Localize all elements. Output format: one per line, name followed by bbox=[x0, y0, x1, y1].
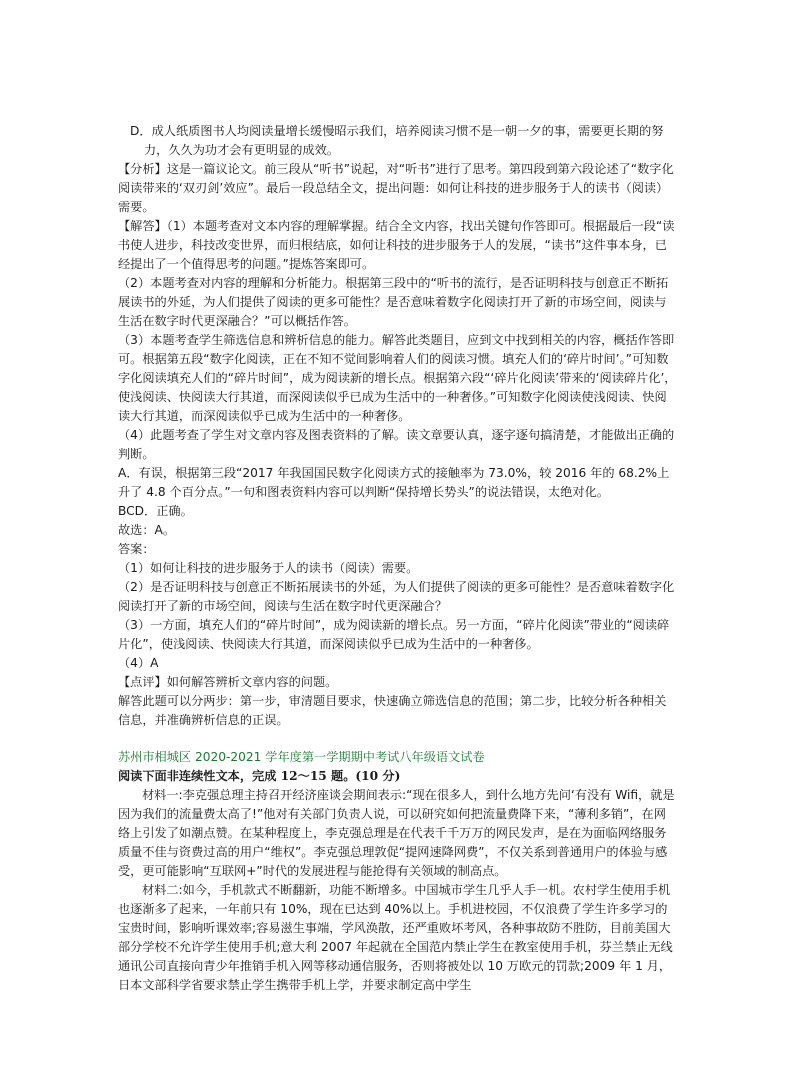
answer-part-1: 【解答】（1）本题考查对文本内容的理解掌握。结合全文内容，找出关键句作答即可。根据最后一段“读书使人进步，科技改变世界，而归根结底，如何让科技的进步服务于人的发展，“读书”这件事本身，已经提出了一个值得思考的问题。”提炼答案即可。 bbox=[118, 219, 675, 271]
option-d: D．成人纸质图书人均阅读量增长缓慢昭示我们，培养阅读习惯不是一朝一夕的事，需要更长期的努力，久久为功才会有更明显的成效。 bbox=[130, 124, 664, 157]
answer-part-3: （3）本题考查学生筛选信息和辨析信息的能力。解答此类题目，应到文中找到相关的内容，概括作答即可。根据第五段“数字化阅读，正在不知不觉间影响着人们的阅读习惯。填充人们的‘碎片时间’。”可知数字化阅读填充人们的“碎片时间”，成为阅读新的增长点。根据第六段“‘碎片化阅读’带来的‘阅读碎片化’，使浅阅读、快阅读大行其道，而深阅读似乎已成为生活中的一种奢侈。”可知数字化阅读使浅阅读、快阅读大行其道，而深阅读似乎已成为生活中的一种奢侈。 bbox=[118, 333, 677, 423]
material-one: 材料一:李克强总理主持召开经济座谈会期间表示:“现在很多人，到什么地方先问‘有没有 Wifi，就是因为我们的流量费太高了!”他对有关部门负责人说，可以研究如何把流量费降下来，“薄利多销”，在网络上引发了如潮点赞。在某种程度上，李克强总理是在代表千千万万的网民发声，是在为面临网络服务质量不佳与资费过高的用户“维权”。李克强总理敦促“提网速降网费”，不仅关系到普通用户的体验与感受，更可能影响“互联网+”时代的发展进程与能抢得有关领域的制高点。 bbox=[118, 788, 675, 878]
answer-part-4: （4）此题考查了学生对文章内容及图表资料的了解。读文章要认真，逐字逐句搞清楚，才能做出正确的判断。 bbox=[118, 428, 675, 461]
method-paragraph: 解答此题可以分两步：第一步，审清题目要求，快速确立筛选信息的范围；第二步，比较分析各种相关信息，并准确辨析信息的正误。 bbox=[118, 694, 667, 727]
choice: 故选：A。 bbox=[118, 523, 176, 537]
comment-paragraph: 【点评】如何解答辨析文章内容的问题。 bbox=[118, 675, 338, 689]
material-two: 材料二:如今，手机款式不断翻新，功能不断增多。中国城市学生几乎人手一机。农村学生使用手机也逐渐多了起来，一年前只有 10%，现在已达到 40%以上。手机进校园，不仅浪费了学生许多学习的宝贵时间，影响听课效率;容易滋生事端，学风涣散，还严重败坏考风，各种事故防不胜防，目前美国大部分学校不允许学生使用手机;意大利 2007 年起就在全国范内禁止学生在教室使用手机，芬兰禁止无线通讯公司直接向青少年推销手机入网等移动通信服务，否则将被处以 10 万欧元的罚款;2009 年 1 月，日本文部科学省要求禁止学生携带手机上学，并要求制定高中学生 bbox=[118, 883, 673, 992]
answer-label: 答案： bbox=[118, 542, 155, 556]
option-a-explanation: A．有误，根据第三段“2017 年我国国民数字化阅读方式的接触率为 73.0%，较 2016 年的 68.2%上升了 4.8 个百分点。”一句和图表资料内容可以判断“保持增长势头”的说法错误，太绝对化。 bbox=[118, 466, 670, 499]
final-answer-3: （3）一方面，填充人们的“碎片时间”，成为阅读新的增长点。另一方面，“碎片化阅读”带业的“阅读碎片化”，使浅阅读、快阅读大行其道，而深阅读似乎已成为生活中的一种奢侈。 bbox=[118, 618, 670, 651]
option-bcd: BCD．正确。 bbox=[118, 504, 193, 518]
document-page bbox=[118, 122, 678, 995]
analysis-paragraph: 【分析】这是一篇议论文。前三段从“听书”说起，对“听书”进行了思考。第四段到第六段论述了“数字化阅读带来的‘双刃剑’效应”。最后一段总结全文，提出问题：如何让科技的进步服务于人的读书（阅读）需要。 bbox=[118, 162, 674, 214]
final-answer-2: （2）是否证明科技与创意正不断拓展读书的外延，为人们提供了阅读的更多可能性？是否意味着数字化阅读打开了新的市场空间，阅读与生活在数字时代更深融合？ bbox=[118, 580, 675, 613]
section-heading: 阅读下面非连续性文本，完成 12～15 题。(10 分) bbox=[118, 769, 401, 783]
source-line: 苏州市相城区 2020-2021 学年度第一学期期中考试八年级语文试卷 bbox=[118, 750, 485, 764]
final-answer-4: （4）A bbox=[118, 656, 159, 670]
answer-part-2: （2）本题考查对内容的理解和分析能力。根据第三段中的“听书的流行，是否证明科技与创意正不断拓展读书的外延，为人们提供了阅读的更多可能性？是否意味着数字化阅读打开了新的市场空间，阅读与生活在数字时代更深融合？”可以概括作答。 bbox=[118, 276, 669, 328]
final-answer-1: （1）如何让科技的进步服务于人的读书（阅读）需要。 bbox=[118, 561, 419, 575]
